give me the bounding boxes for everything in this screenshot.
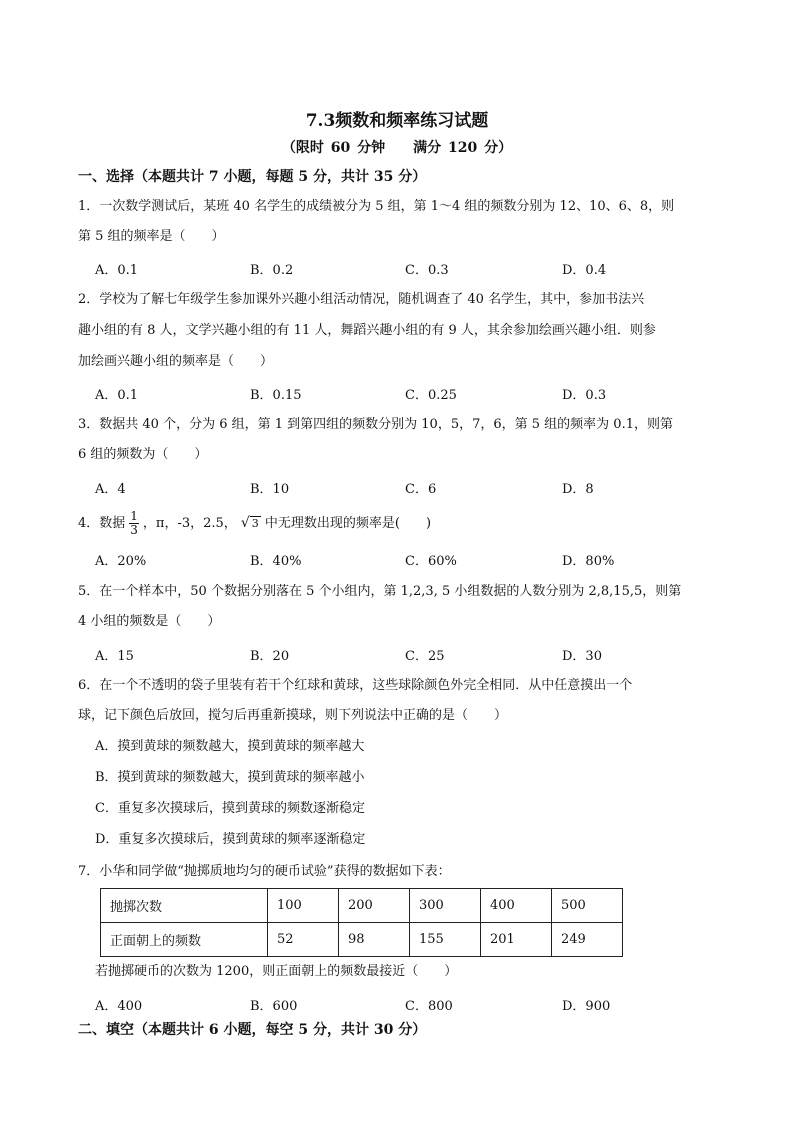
option-c: C．0.3	[405, 263, 449, 278]
option-d: D．0.4	[562, 263, 607, 278]
option-d: D．900	[562, 999, 611, 1014]
option-d: D．30	[562, 649, 602, 664]
section-heading-fill: 二、填空（本题共计 6 小题，每空 5 分，共计 30 分）	[78, 1022, 427, 1038]
question-7-options	[95, 995, 725, 1015]
question-4-suffix: 中无理数出现的频率是( )	[260, 516, 432, 531]
sqrt-three	[241, 509, 261, 538]
table-cell: 正面朝上的频数	[101, 923, 268, 957]
table-cell: 200	[339, 889, 410, 923]
question-2-text: 2．学校为了解七年级学生参加课外兴趣小组活动情况，随机调查了 40 名学生，其中，参加书法兴	[78, 292, 645, 307]
option-d: D．80%	[562, 554, 615, 569]
option-a: A．摸到黄球的频数越大，摸到黄球的频率越大	[95, 739, 365, 754]
question-2-text-cont: 趣小组的有 8 人，文学兴趣小组的有 11 人，舞蹈兴趣小组的有 9 人，其余参加绘画兴趣小组．则参	[78, 323, 656, 338]
option-a: A．0.1	[95, 388, 139, 403]
question-4-middle: ，π，-3，2.5，	[142, 516, 237, 531]
table-cell: 100	[268, 889, 339, 923]
option-d: D．0.3	[562, 388, 607, 403]
question-2-text-cont: 加绘画兴趣小组的频率是（ ）	[78, 354, 274, 369]
page-title: 7.3频数和频率练习试题	[305, 111, 489, 131]
question-1-text-cont: 第 5 组的频率是（ ）	[78, 229, 225, 244]
option-c: C．0.25	[405, 388, 457, 403]
fraction-denominator: 3	[130, 523, 138, 537]
page-subtitle: （限时 60 分钟 满分 120 分）	[281, 140, 513, 156]
option-b: B．600	[250, 999, 298, 1014]
option-c: C．60%	[405, 554, 457, 569]
table-cell: 52	[268, 923, 339, 957]
question-7-text-cont: 若抛掷硬币的次数为 1200，则正面朝上的频数最接近（ ）	[95, 964, 458, 979]
option-c: C．800	[405, 999, 453, 1014]
option-a: A．400	[95, 999, 143, 1014]
table-cell: 300	[410, 889, 481, 923]
option-a: A．4	[95, 482, 126, 497]
table-cell: 500	[552, 889, 623, 923]
question-1-options	[95, 259, 725, 279]
question-3-options	[95, 478, 725, 498]
option-b: B．0.2	[250, 263, 294, 278]
question-2-options	[95, 384, 725, 404]
question-4-text	[78, 509, 728, 538]
option-d: D．重复多次摸球后，摸到黄球的频率逐渐稳定	[95, 832, 366, 847]
table-cell: 155	[410, 923, 481, 957]
option-b: B．40%	[250, 554, 302, 569]
table-cell: 98	[339, 923, 410, 957]
question-5-text: 5．在一个样本中，50 个数据分别落在 5 个小组内，第 1,2,3, 5 小组数据的人数分别为 2,8,15,5，则第	[78, 584, 682, 599]
coin-toss-table	[100, 888, 623, 957]
option-b: B．摸到黄球的频数越大，摸到黄球的频率越小	[95, 770, 365, 785]
question-6-text: 6．在一个不透明的袋子里装有若干个红球和黄球，这些球除颜色外完全相同．从中任意摸出一个	[78, 678, 633, 693]
table-cell: 400	[481, 889, 552, 923]
section-heading-choice: 一、选择（本题共计 7 小题，每题 5 分，共计 35 分）	[78, 169, 427, 185]
table-cell: 201	[481, 923, 552, 957]
option-a: A．15	[95, 649, 134, 664]
option-a: A．0.1	[95, 263, 139, 278]
question-1-text: 1．一次数学测试后，某班 40 名学生的成绩被分为 5 组，第 1～4 组的频数分别为 12、10、6、8，则	[78, 199, 675, 214]
option-c: C．重复多次摸球后，摸到黄球的频数逐渐稳定	[95, 801, 365, 816]
radical-sign: √	[240, 515, 250, 531]
option-b: B．0.15	[250, 388, 302, 403]
question-3-text: 3．数据共 40 个，分为 6 组，第 1 到第四组的频数分别为 10，5，7，6，第 5 组的频率为 0.1，则第	[78, 417, 673, 432]
question-7-text: 7．小华和同学做“抛掷质地均匀的硬币试验”获得的数据如下表：	[78, 864, 451, 879]
question-4-options	[95, 550, 725, 570]
question-3-text-cont: 6 组的频数为（ ）	[78, 447, 208, 462]
radicand: 3	[251, 517, 259, 530]
fraction-one-third	[129, 510, 139, 537]
question-5-options	[95, 645, 725, 665]
option-a: A．20%	[95, 554, 147, 569]
option-d: D．8	[562, 482, 594, 497]
table-cell: 抛掷次数	[101, 889, 268, 923]
table-row	[101, 923, 623, 957]
option-b: B．10	[250, 482, 290, 497]
option-c: C．6	[405, 482, 437, 497]
fraction-numerator: 1	[130, 509, 138, 523]
question-5-text-cont: 4 小组的频数是（ ）	[78, 614, 221, 629]
table-row	[101, 889, 623, 923]
option-b: B．20	[250, 649, 290, 664]
table-cell: 249	[552, 923, 623, 957]
question-4-prefix: 4．数据	[78, 516, 126, 531]
question-6-text-cont: 球，记下颜色后放回，搅匀后再重新摸球，则下列说法中正确的是（ ）	[78, 708, 508, 723]
option-c: C．25	[405, 649, 445, 664]
